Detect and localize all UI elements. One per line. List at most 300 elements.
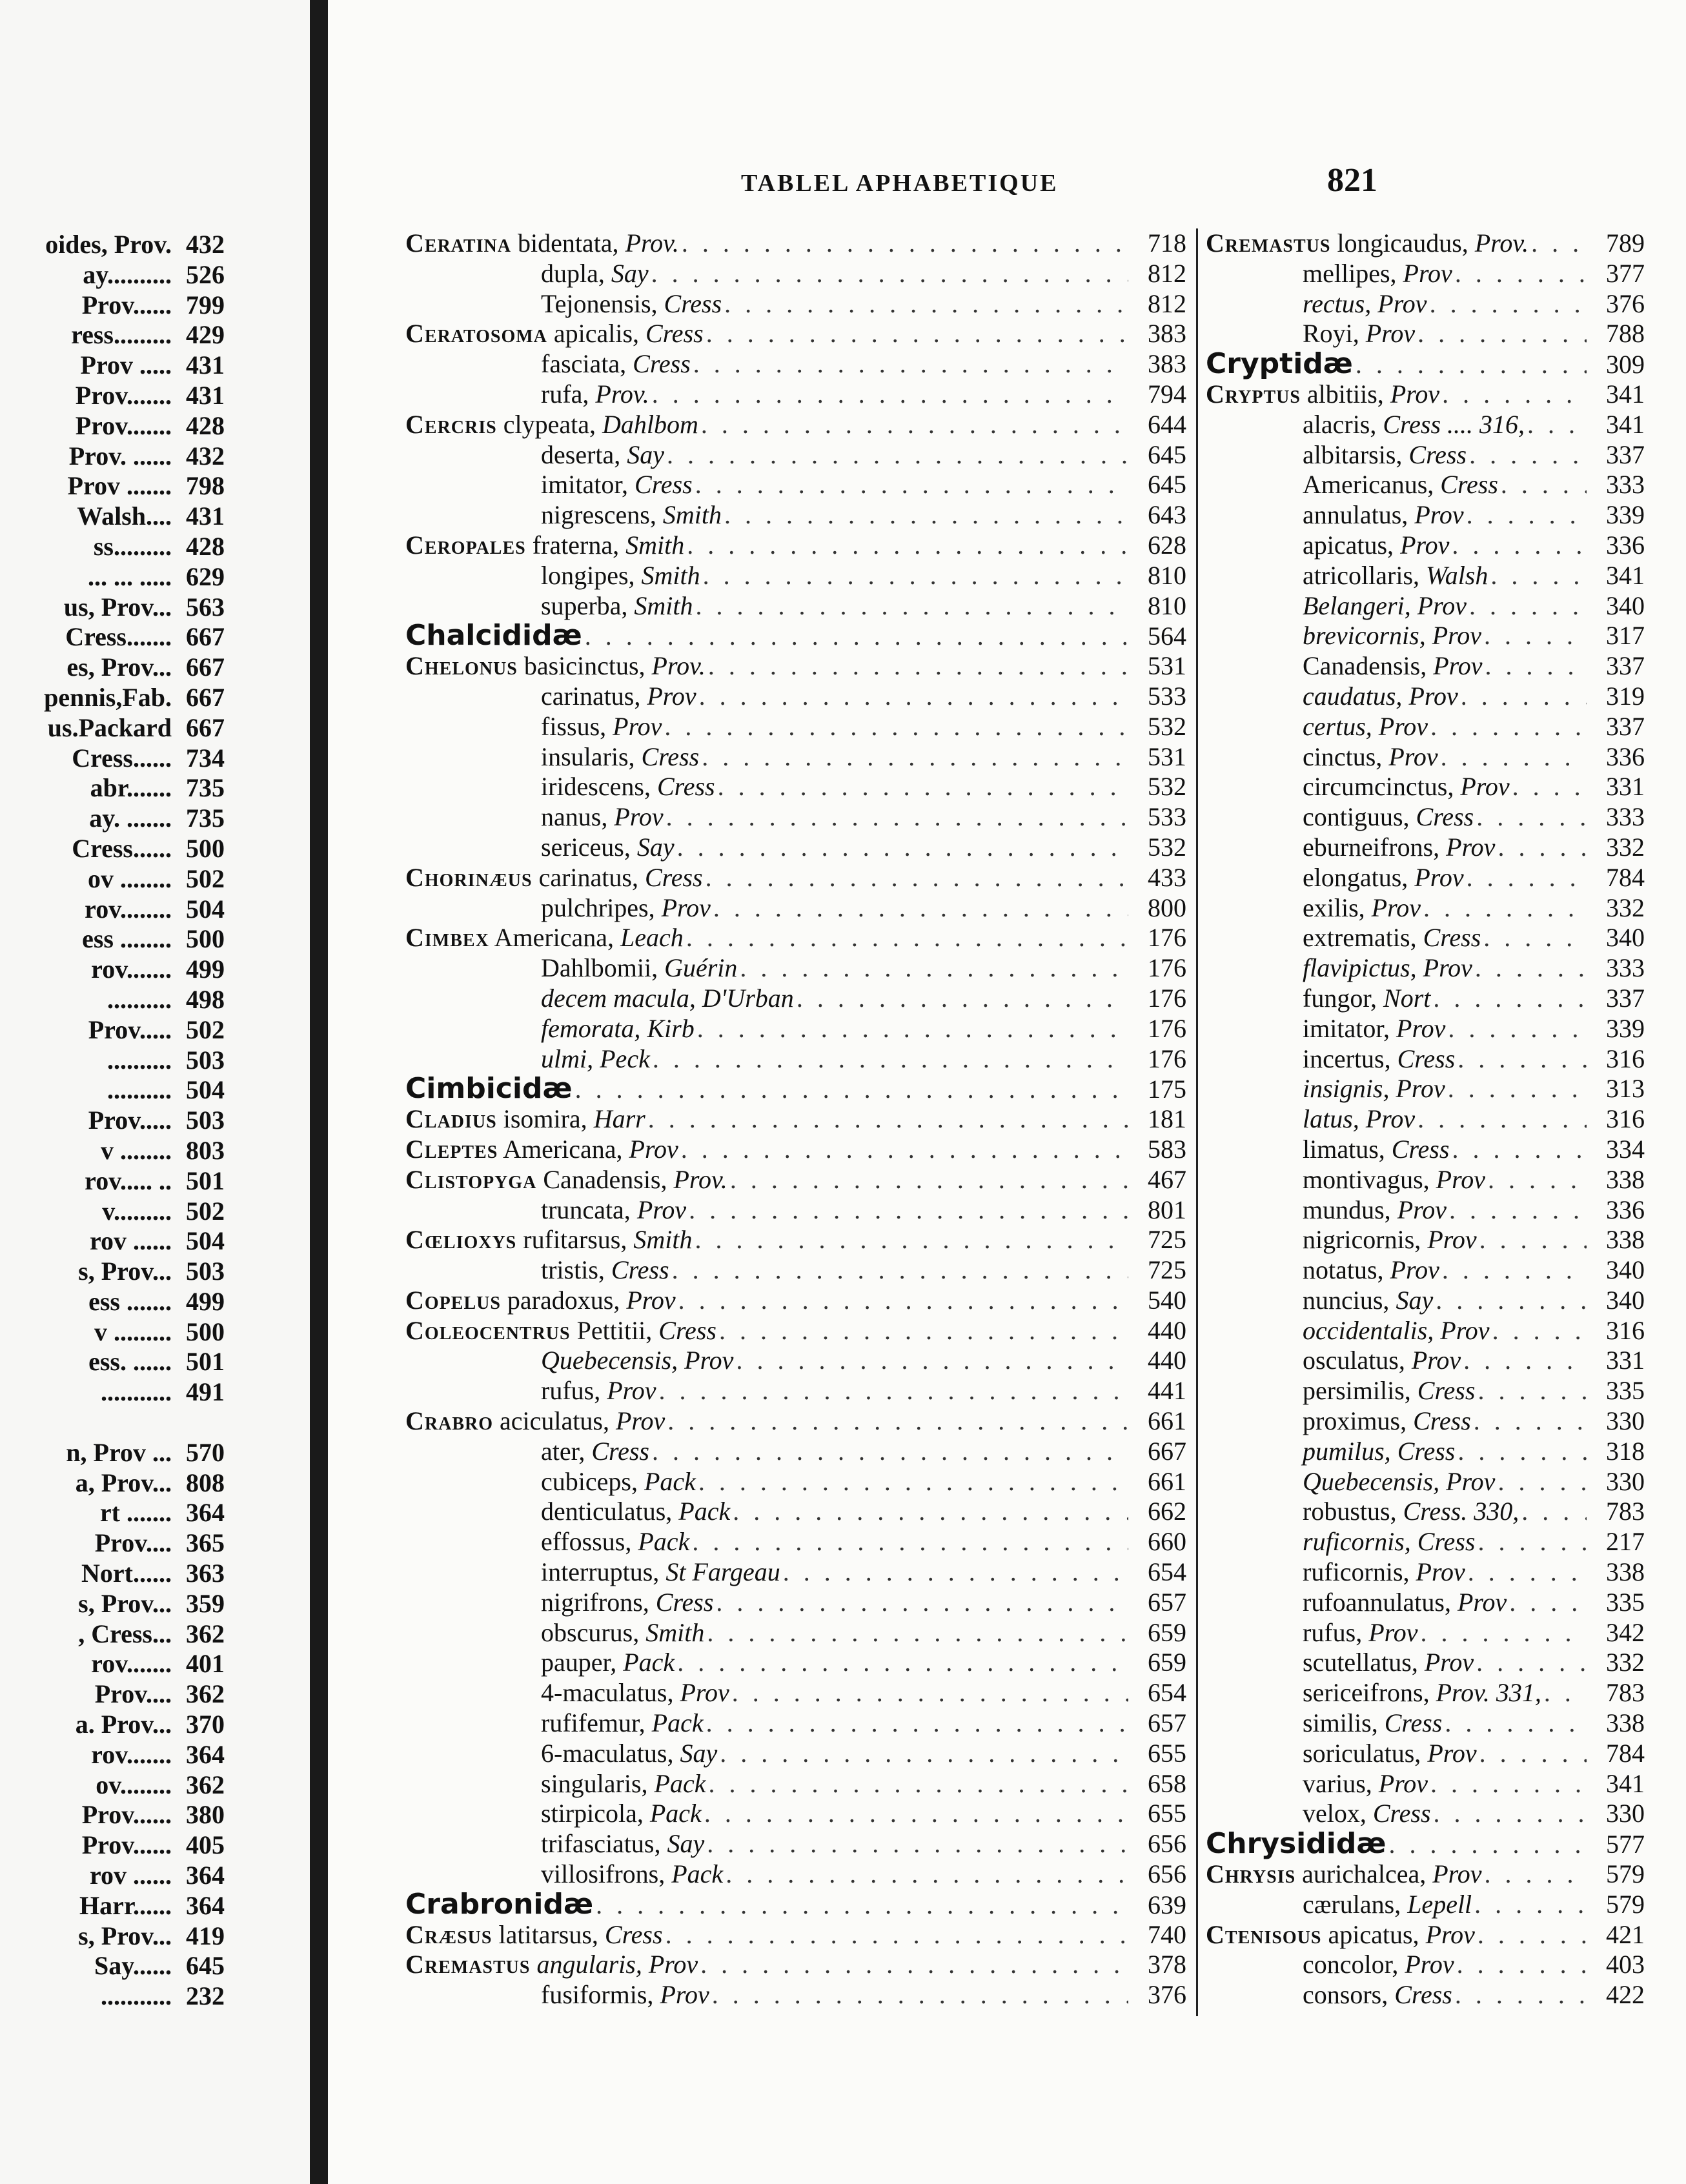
page-ref: 316 [1606,1044,1645,1073]
page-ref: 644 [1148,409,1186,439]
author-name: Kirb [647,1013,695,1043]
fragment-page-ref: 499 [186,1286,225,1316]
fragment-page-ref: 526 [186,259,225,289]
index-entry [405,228,1186,259]
entry-name [1206,349,1353,379]
author-name: Cress [656,772,715,802]
index-entry [405,1195,1186,1226]
dot-leader [1452,531,1587,561]
fragment-page-ref: 500 [186,833,225,863]
page-ref: 332 [1606,832,1645,862]
dot-leader [678,1286,1128,1316]
page-ref: 660 [1148,1527,1186,1557]
fragment-text: oides, Prov. [45,230,172,259]
page-ref: 336 [1606,1195,1645,1224]
species-name: Royi, [1303,319,1359,349]
page-ref: 335 [1606,1376,1645,1406]
page-ref: 176 [1148,983,1186,1013]
page-ref: 341 [1606,409,1645,439]
page-ref: 532 [1148,772,1186,802]
fragment-line [0,622,225,652]
dot-leader [682,228,1128,259]
entry-name [405,1887,594,1921]
fragment-text: .......... [107,984,172,1014]
author-name: Say [636,832,675,862]
entry-name [1206,893,1421,924]
index-entry [405,742,1186,773]
fragment-text: Prov...... [81,1800,172,1830]
dot-leader [651,259,1128,289]
entry-name [1206,1739,1477,1769]
index-entry [405,833,1186,863]
index-entry [405,1799,1186,1829]
index-entry [1206,259,1645,289]
entry-name [1206,772,1510,802]
dot-leader [652,1437,1128,1467]
dot-leader [1430,712,1587,742]
fragment-line [0,1619,225,1650]
page-ref: 332 [1606,1648,1645,1677]
entry-name [1206,1980,1452,2010]
dot-leader [732,1678,1128,1708]
author-name: Cress [1413,1406,1471,1436]
page-ref: 331 [1606,1346,1645,1375]
fragment-page-ref: 500 [186,924,225,954]
page-ref: 583 [1148,1134,1186,1164]
fragment-line [0,381,225,411]
page-ref: 655 [1148,1738,1186,1768]
index-entry [405,1135,1186,1165]
dot-leader [686,923,1128,953]
dot-leader [699,682,1128,712]
entry-name [405,1588,713,1618]
fragment-page-ref: 364 [186,1739,225,1769]
dot-leader [704,1799,1128,1829]
entry-name [1206,712,1428,742]
author-name: Say [667,1829,705,1859]
author-name: Prov [1432,1859,1482,1889]
entry-name [405,1527,689,1557]
entry-name [1206,1346,1461,1376]
family-entry [405,621,1186,651]
page-ref: 340 [1606,1255,1645,1285]
dot-leader [706,863,1128,893]
author-name: Pack [649,1799,702,1828]
page-ref: 338 [1606,1225,1645,1255]
index-entry [405,1920,1186,1950]
entry-name [1206,591,1467,622]
page-header [328,161,1686,213]
dot-leader [740,953,1128,984]
dot-leader [1457,1044,1587,1075]
fragment-text: s, Prov... [78,1921,172,1950]
page-ref: 654 [1148,1557,1186,1587]
fragment-line [0,1498,225,1528]
page-ref: 316 [1606,1104,1645,1134]
fragment-line [0,773,225,804]
fragment-line [0,1981,225,2012]
fragment-line [0,1921,225,1952]
page-ref: 788 [1606,319,1645,349]
species-name: scutellatus, [1303,1648,1418,1677]
dot-leader [1521,1497,1587,1527]
fragment-text: rov....... [91,955,172,984]
fragment-text: rov....... [91,1649,172,1679]
entry-name [1206,410,1525,440]
fragment-line [0,1830,225,1861]
entry-name [1206,319,1415,349]
dot-leader [698,1467,1128,1497]
fragment-page-ref: 501 [186,1166,225,1195]
page-ref: 337 [1606,440,1645,469]
fragment-line [0,1710,225,1740]
page-ref: 339 [1606,1013,1645,1043]
species-name: cinctus, [1303,742,1383,771]
dot-leader [719,1316,1128,1346]
species-name: singularis, [541,1768,648,1798]
dot-leader [1442,379,1587,410]
fragment-text: v ........ [101,1135,172,1165]
species-name: mellipes, [1303,258,1397,288]
species-name: isomira, [503,1104,587,1134]
dot-leader [1417,1104,1587,1135]
index-entry [1206,1044,1645,1075]
dot-leader [664,712,1128,742]
fragment-text: rov....... [91,1739,172,1769]
author-name: Pack [644,1466,696,1496]
entry-name [405,893,711,924]
author-name: Say [627,440,665,469]
page-ref: 812 [1148,288,1186,318]
fragment-line [0,411,225,441]
index-entry [405,1437,1186,1467]
author-name: Prov [1427,1738,1477,1768]
species-name: trifasciatus, [541,1829,661,1859]
species-name: pulchripes, [541,893,655,922]
dot-leader [1461,682,1587,712]
index-entry [405,410,1186,440]
entry-name [1206,1648,1474,1678]
entry-name [1206,440,1467,470]
dot-leader [1488,1165,1587,1195]
page-ref: 639 [1148,1890,1186,1919]
fragment-line [0,1166,225,1197]
species-name: aciculatus, [500,1406,609,1436]
page-ref: 341 [1606,379,1645,409]
index-entry [405,1618,1186,1648]
dot-leader [1490,561,1587,591]
index-entry [1206,228,1645,259]
fragment-line [0,592,225,623]
fragment-line [0,1226,225,1257]
author-name: Smith [641,560,700,590]
author-name: Prov [1365,319,1416,349]
author-name: Prov [1427,1225,1477,1255]
entry-name [405,1557,780,1588]
species-name: eburneifrons, [1303,832,1440,862]
previous-page-fragment [0,0,310,2184]
species-name: annulatus, [1303,500,1408,530]
fragment-text: ay.......... [83,259,172,289]
page-ref: 784 [1606,862,1645,892]
fragment-page-ref: 429 [186,320,225,350]
author-name: Prov [1378,1768,1428,1798]
index-entry [1206,591,1645,622]
index-entry [1206,1950,1645,1980]
fragment-page-ref: 735 [186,804,225,833]
index-entry [1206,1527,1645,1557]
dot-leader [1436,1286,1587,1316]
page-ref: 533 [1148,681,1186,711]
index-entry [405,1980,1186,2010]
fragment-page-ref: 370 [186,1710,225,1739]
entry-name [1206,1376,1475,1406]
dot-leader [1467,500,1587,531]
species-name: atricollaris, [1303,560,1420,590]
dot-leader [1485,651,1587,682]
page-ref: 532 [1148,832,1186,862]
species-name: sericeifrons, [1303,1678,1430,1708]
species-name: latitarsus, [498,1919,598,1949]
author-name: Say [680,1738,718,1768]
fragment-line [0,501,225,532]
genus-name: Chrysis [1206,1859,1296,1889]
dot-leader [1433,984,1587,1014]
entry-name [405,1014,695,1044]
species-name: nuncius, [1303,1285,1390,1315]
author-name: Dahlbom [602,409,698,439]
author-name: Pack [678,1497,731,1526]
page-ref: 337 [1606,711,1645,741]
page-ref: 316 [1606,1315,1645,1345]
entry-name [1206,1859,1482,1890]
dot-leader [1430,289,1587,319]
fragment-line [0,713,225,743]
species-name: Canadensis, [1303,651,1427,681]
species-name: certus, [1303,711,1372,741]
entry-name [405,1406,665,1437]
index-entry [1206,1648,1645,1678]
entry-name [1206,1014,1445,1044]
entry-name [1206,682,1458,712]
entry-name [1206,1467,1495,1497]
fragment-line [0,1559,225,1589]
index-entry [405,893,1186,924]
dot-leader [1445,1708,1587,1739]
index-entry [1206,863,1645,893]
author-name: Cress [645,319,704,349]
entry-name [1206,1437,1455,1467]
fragment-page-ref: 362 [186,1770,225,1799]
index-entry [1206,1799,1645,1829]
species-name: contiguus, [1303,802,1410,832]
dot-leader [726,1859,1128,1890]
dot-leader [667,440,1128,470]
entry-name [405,561,700,591]
species-name: albitiis, [1306,379,1384,409]
entry-name [1206,802,1474,833]
fragment-line [0,1377,225,1408]
fragment-text: ress......... [71,320,172,350]
author-name: Prov. [1474,228,1529,258]
fragment-page-ref: 502 [186,1196,225,1226]
index-entry [405,289,1186,319]
fragment-text: ay. ....... [89,804,172,833]
author-name: Prov [1457,1587,1507,1617]
page-ref: 333 [1606,470,1645,500]
index-entry [1206,1074,1645,1104]
genus-name: Cræsus [405,1919,493,1949]
fragment-line [0,1317,225,1348]
page-ref: 337 [1606,983,1645,1013]
family-entry [405,1887,1186,1921]
entry-name [405,1346,733,1376]
index-entry [1206,984,1645,1014]
index-entry [1206,1980,1645,2010]
index-entry [1206,621,1645,651]
fragment-text: Prov.... [94,1679,172,1709]
author-name: Prov [1403,258,1452,288]
author-name: Prov. [625,228,679,258]
index-entry [1206,1406,1645,1437]
entry-name [405,1195,686,1226]
dot-leader [1483,923,1587,953]
page-ref: 340 [1606,1285,1645,1315]
entry-name [405,1437,649,1467]
index-entry [1206,319,1645,349]
page-ref: 667 [1148,1436,1186,1466]
page-ref: 335 [1606,1587,1645,1617]
author-name: Cress [644,862,703,892]
dot-leader [1463,1346,1587,1376]
entry-name [1206,1286,1433,1316]
index-entry [405,1588,1186,1618]
fragment-line [0,1951,225,1981]
fragment-page-ref: 362 [186,1679,225,1709]
index-entry [405,561,1186,591]
index-entry [405,440,1186,470]
species-name: Quebecensis, [541,1346,678,1375]
fragment-line [0,743,225,774]
index-entry [1206,470,1645,500]
index-entry [1206,712,1645,742]
author-name: Cress [1394,1980,1452,2010]
entry-name [405,1135,678,1165]
fragment-text: us, Prov... [63,592,172,622]
fragment-line [0,1257,225,1287]
fragment-line [0,834,225,864]
page-ref: 330 [1606,1466,1645,1496]
dot-leader [708,651,1128,682]
page-ref: 175 [1148,1075,1186,1104]
entry-name [405,1980,709,2010]
entry-name [1206,1557,1465,1588]
page-ref: 333 [1606,953,1645,983]
fragment-page-ref: 667 [186,622,225,652]
species-name: imitator, [1303,1013,1390,1043]
fragment-page-ref: 667 [186,682,225,712]
author-name: Prov [1408,681,1458,711]
entry-name [1206,531,1449,561]
species-name: ruficornis, [1303,1527,1411,1557]
page-ref: 656 [1148,1859,1186,1889]
author-name: Cress. 330, [1403,1497,1519,1526]
genus-name: Cercris [405,409,497,439]
fragment-page-ref: 498 [186,984,225,1014]
page-ref: 337 [1606,651,1645,681]
fragment-line [0,895,225,925]
entry-name [405,1286,676,1316]
fragment-line [0,1861,225,1891]
dot-leader [720,1739,1128,1769]
dot-leader [1448,1074,1587,1104]
index-entry [1206,953,1645,984]
dot-leader [695,470,1128,500]
dot-leader [681,1135,1128,1165]
entry-name [1206,470,1498,500]
page-ref: 378 [1148,1950,1186,1979]
dot-leader [1498,833,1587,863]
page-ref: 217 [1606,1527,1645,1557]
author-name: Prov. [651,651,706,681]
dot-leader [693,349,1128,379]
author-name: Pack [623,1648,675,1677]
species-name: rufitarsus, [523,1225,627,1255]
page-ref: 579 [1606,1859,1645,1889]
fragment-page-ref: 380 [186,1800,225,1830]
entry-name [405,228,679,259]
fragment-text: Nort...... [81,1559,172,1588]
index-entry [405,379,1186,410]
species-name: Pettitii, [576,1315,653,1345]
entry-name [1206,1195,1447,1226]
index-entry [405,531,1186,561]
index-entry [1206,1255,1645,1286]
genus-name: Ctenisous [1206,1919,1322,1949]
family-name: Chrysididæ [1206,1827,1386,1861]
dot-leader [692,1527,1128,1557]
genus-name: Cœlioxys [405,1225,517,1255]
index-entry [1206,833,1645,863]
species-name: soriculatus, [1303,1738,1421,1768]
index-entry [405,1648,1186,1678]
entry-name [1206,1225,1477,1255]
species-name: sericeus, [541,832,631,862]
fragment-line [0,1106,225,1136]
entry-name [1206,289,1427,319]
dot-leader [687,531,1128,561]
entry-name [1206,1255,1439,1286]
page-number: 821 [1327,162,1377,199]
index-entry [405,1044,1186,1075]
index-entry [1206,440,1645,470]
fragment-line [0,562,225,592]
species-name: basicinctus, [523,651,645,681]
dot-leader [1478,1920,1587,1950]
dot-leader [702,742,1128,773]
species-name: fraterna, [532,530,620,560]
species-name: alacris, [1303,409,1377,439]
dot-leader [718,772,1128,802]
fragment-text: v ......... [94,1317,172,1346]
entry-name [1206,228,1529,259]
index-entry [405,1104,1186,1135]
index-entry [405,1467,1186,1497]
fragment-line [0,683,225,713]
page-ref: 657 [1148,1708,1186,1738]
page-ref: 309 [1606,350,1645,379]
page-ref: 440 [1148,1315,1186,1345]
